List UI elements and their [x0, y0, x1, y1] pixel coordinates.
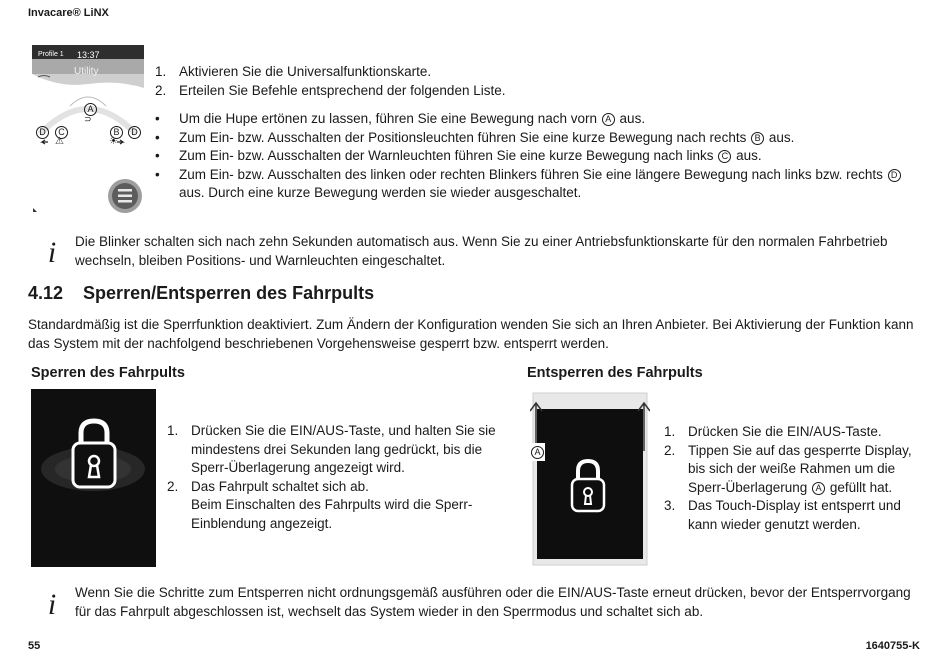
page-number: 55 [28, 640, 41, 652]
screen-title: Utility [74, 66, 99, 77]
bullet-item: • Zum Ein- bzw. Ausschalten des linken oder rechten Blinkers führen Sie eine längere Bewegung nach links bzw. rechts D aus. Durch eine kurze Bewegung werden sie wieder ausgeschaltet. [155, 166, 920, 203]
lock-screen-image [31, 389, 156, 567]
label-a: A [83, 100, 98, 118]
warning-triangle-icon: ⚠ [55, 136, 64, 147]
horn-icon: ⊃ [84, 114, 92, 124]
label-b: B [109, 123, 124, 141]
info-icon [42, 236, 62, 271]
utility-screen-image [30, 44, 146, 216]
section-intro: Standardmäßig ist die Sperrfunktion deaktiviert. Zum Ändern der Konfiguration wenden Sie sich an Ihren Anbieter. Bei Aktivierung der Funktion kann das System mit der nachfolgend beschriebenen Vorgehensweise gesperrt bzw. entsperrt werden. [28, 317, 914, 351]
step-item: 1. Drücken Sie die EIN/AUS-Taste, und halten Sie sie mindestens drei Sekunden lang gedrückt, bis die Sperr-Überlagerung angezeigt wird. [167, 423, 496, 475]
position-light-icon: ☀ [109, 136, 118, 147]
step-item: 1. Aktivieren Sie die Universalfunktionskarte. [155, 64, 432, 79]
unlock-title: Entsperren des Fahrpults [527, 365, 703, 381]
unlock-steps [664, 423, 924, 534]
step-item: 2. Das Fahrpult schaltet sich ab. Beim Einschalten des Fahrpults wird die Sperr-Einblendung angezeigt. [167, 478, 473, 531]
unlock-screen-image [530, 391, 650, 567]
doc-number: 1640755-K [865, 640, 920, 652]
note-text: Wenn Sie die Schritte zum Entsperren nicht ordnungsgemäß ausführen oder die EIN/AUS-Taste erneut drücken, bevor der Entsperrvorgang für das Fahrpult abgeschlossen ist, wechselt das System wieder in den Sperrmodus und schaltet sich ab. [75, 585, 911, 619]
section-heading [28, 283, 374, 304]
bullet-item: • Zum Ein- bzw. Ausschalten der Positionsleuchten führen Sie eine kurze Bewegung nach rechts B aus. [155, 129, 795, 145]
utility-bullets [155, 110, 920, 203]
step-item: 2. Tippen Sie auf das gesperrte Display, bis sich der weiße Rahmen um die Sperr-Überlagerung A gefüllt hat. [664, 442, 912, 495]
svg-text:i: i [47, 236, 57, 266]
status-profile: Profile 1 [38, 51, 64, 58]
unlock-label-a: A [530, 443, 545, 461]
header-brand: Invacare® LiNX [28, 7, 109, 19]
section-number: 4.12 [28, 283, 64, 303]
status-time: 13:37 [77, 50, 100, 60]
step-item: 3. Das Touch-Display ist entsperrt und kann wieder genutzt werden. [664, 498, 901, 532]
lock-title: Sperren des Fahrpults [31, 365, 185, 381]
note-text: Die Blinker schalten sich nach zehn Sekunden automatisch aus. Wenn Sie zu einer Antriebsfunktionskarte für den normalen Fahrbetrieb wechseln, bleiben Positions- und Warnleuchten eingeschaltet. [75, 234, 888, 268]
label-d-right: D [127, 123, 142, 141]
svg-text:i: i [47, 588, 57, 618]
label-d-left: D [35, 123, 50, 141]
section-title: Sperren/Entsperren des Fahrpults [83, 283, 375, 303]
bullet-item: • Zum Ein- bzw. Ausschalten der Warnleuchten führen Sie eine kurze Bewegung nach links C aus. [155, 148, 762, 163]
step-item: 1. Drücken Sie die EIN/AUS-Taste. [664, 424, 882, 439]
bullet-item: • Um die Hupe ertönen zu lassen, führen Sie eine Bewegung nach vorn A aus. [155, 111, 646, 126]
label-c: C [54, 123, 69, 141]
step-item: 2. Erteilen Sie Befehle entsprechend der folgenden Liste. [155, 82, 506, 98]
utility-steps [155, 63, 925, 100]
lock-steps [167, 422, 497, 533]
info-icon [42, 588, 62, 623]
